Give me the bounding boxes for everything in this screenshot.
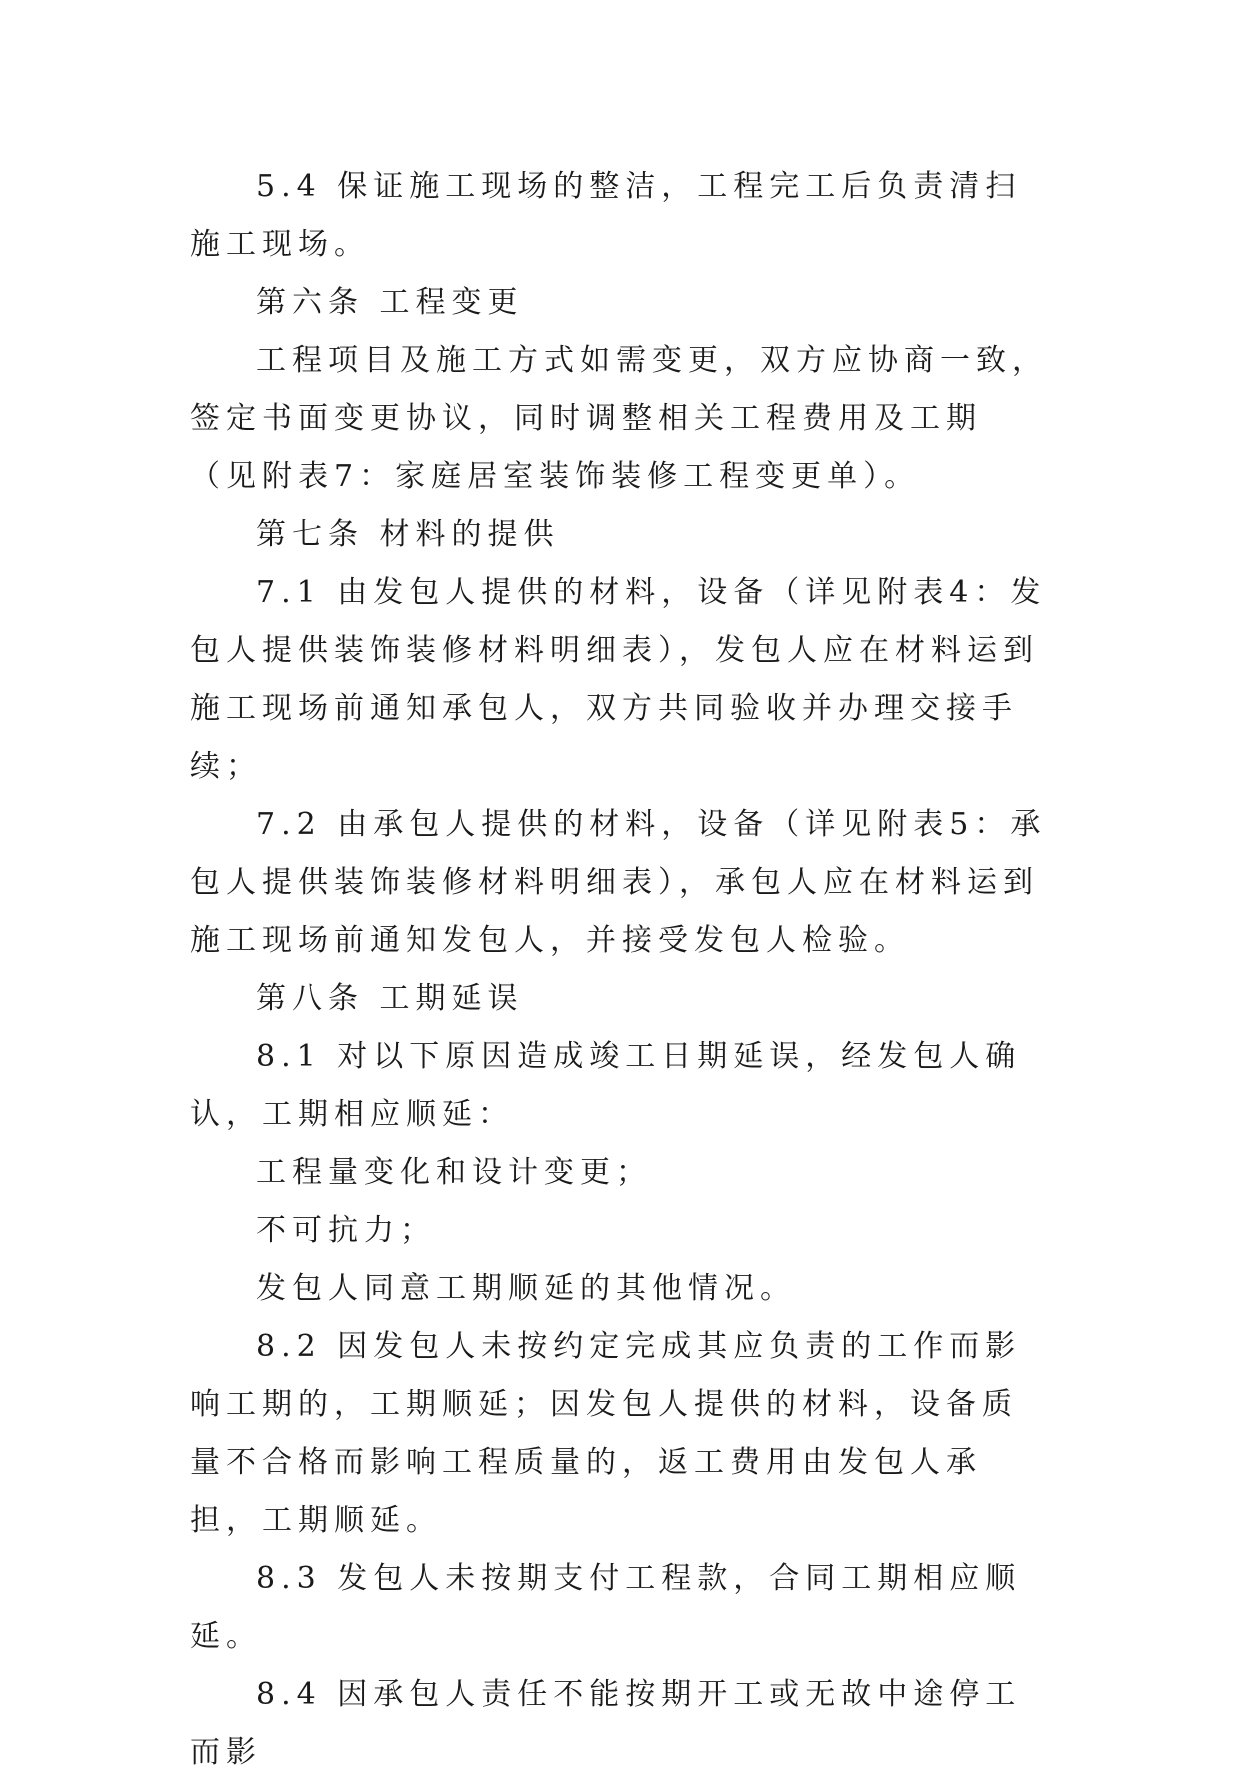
article-7-heading: 第七条 材料的提供 — [256, 517, 560, 552]
article-6-heading: 第六条 工程变更 — [256, 285, 524, 320]
clause-8-1-item-2: 不可抗力； — [256, 1213, 436, 1248]
article-8-heading: 第八条 工期延误 — [256, 981, 524, 1016]
clause-7-2: 7.2 由承包人提供的材料，设备（详见附表5：承包人提供装饰装修材料明细表），承包人应在材料运到施工现场前通知发包人，并接受发包人检验。 — [190, 807, 1047, 958]
clause-8-1: 8.1 对以下原因造成竣工日期延误，经发包人确认，工期相应顺延： — [190, 1039, 1022, 1132]
clause-8-3: 8.3 发包人未按期支付工程款，合同工期相应顺延。 — [190, 1561, 1022, 1654]
clause-8-1-item-1: 工程量变化和设计变更； — [256, 1155, 652, 1190]
article-6-body: 工程项目及施工方式如需变更，双方应协商一致，签定书面变更协议，同时调整相关工程费用及工期（见附表7：家庭居室装饰装修工程变更单）。 — [190, 343, 1048, 494]
clause-8-4: 8.4 因承包人责任不能按期开工或无故中途停工而影 — [190, 1677, 1022, 1770]
clause-5-4: 5.4 保证施工现场的整洁，工程完工后负责清扫施工现场。 — [190, 169, 1022, 262]
clause-7-1: 7.1 由发包人提供的材料，设备（详见附表4：发包人提供装饰装修材料明细表），发包人应在材料运到施工现场前通知承包人，双方共同验收并办理交接手续； — [190, 575, 1047, 784]
clause-8-1-item-3: 发包人同意工期顺延的其他情况。 — [256, 1271, 796, 1306]
clause-8-2: 8.2 因发包人未按约定完成其应负责的工作而影响工期的，工期顺延；因发包人提供的材料，设备质量不合格而影响工程质量的，返工费用由发包人承担，工期顺延。 — [190, 1329, 1022, 1538]
document-body — [190, 158, 1050, 1782]
